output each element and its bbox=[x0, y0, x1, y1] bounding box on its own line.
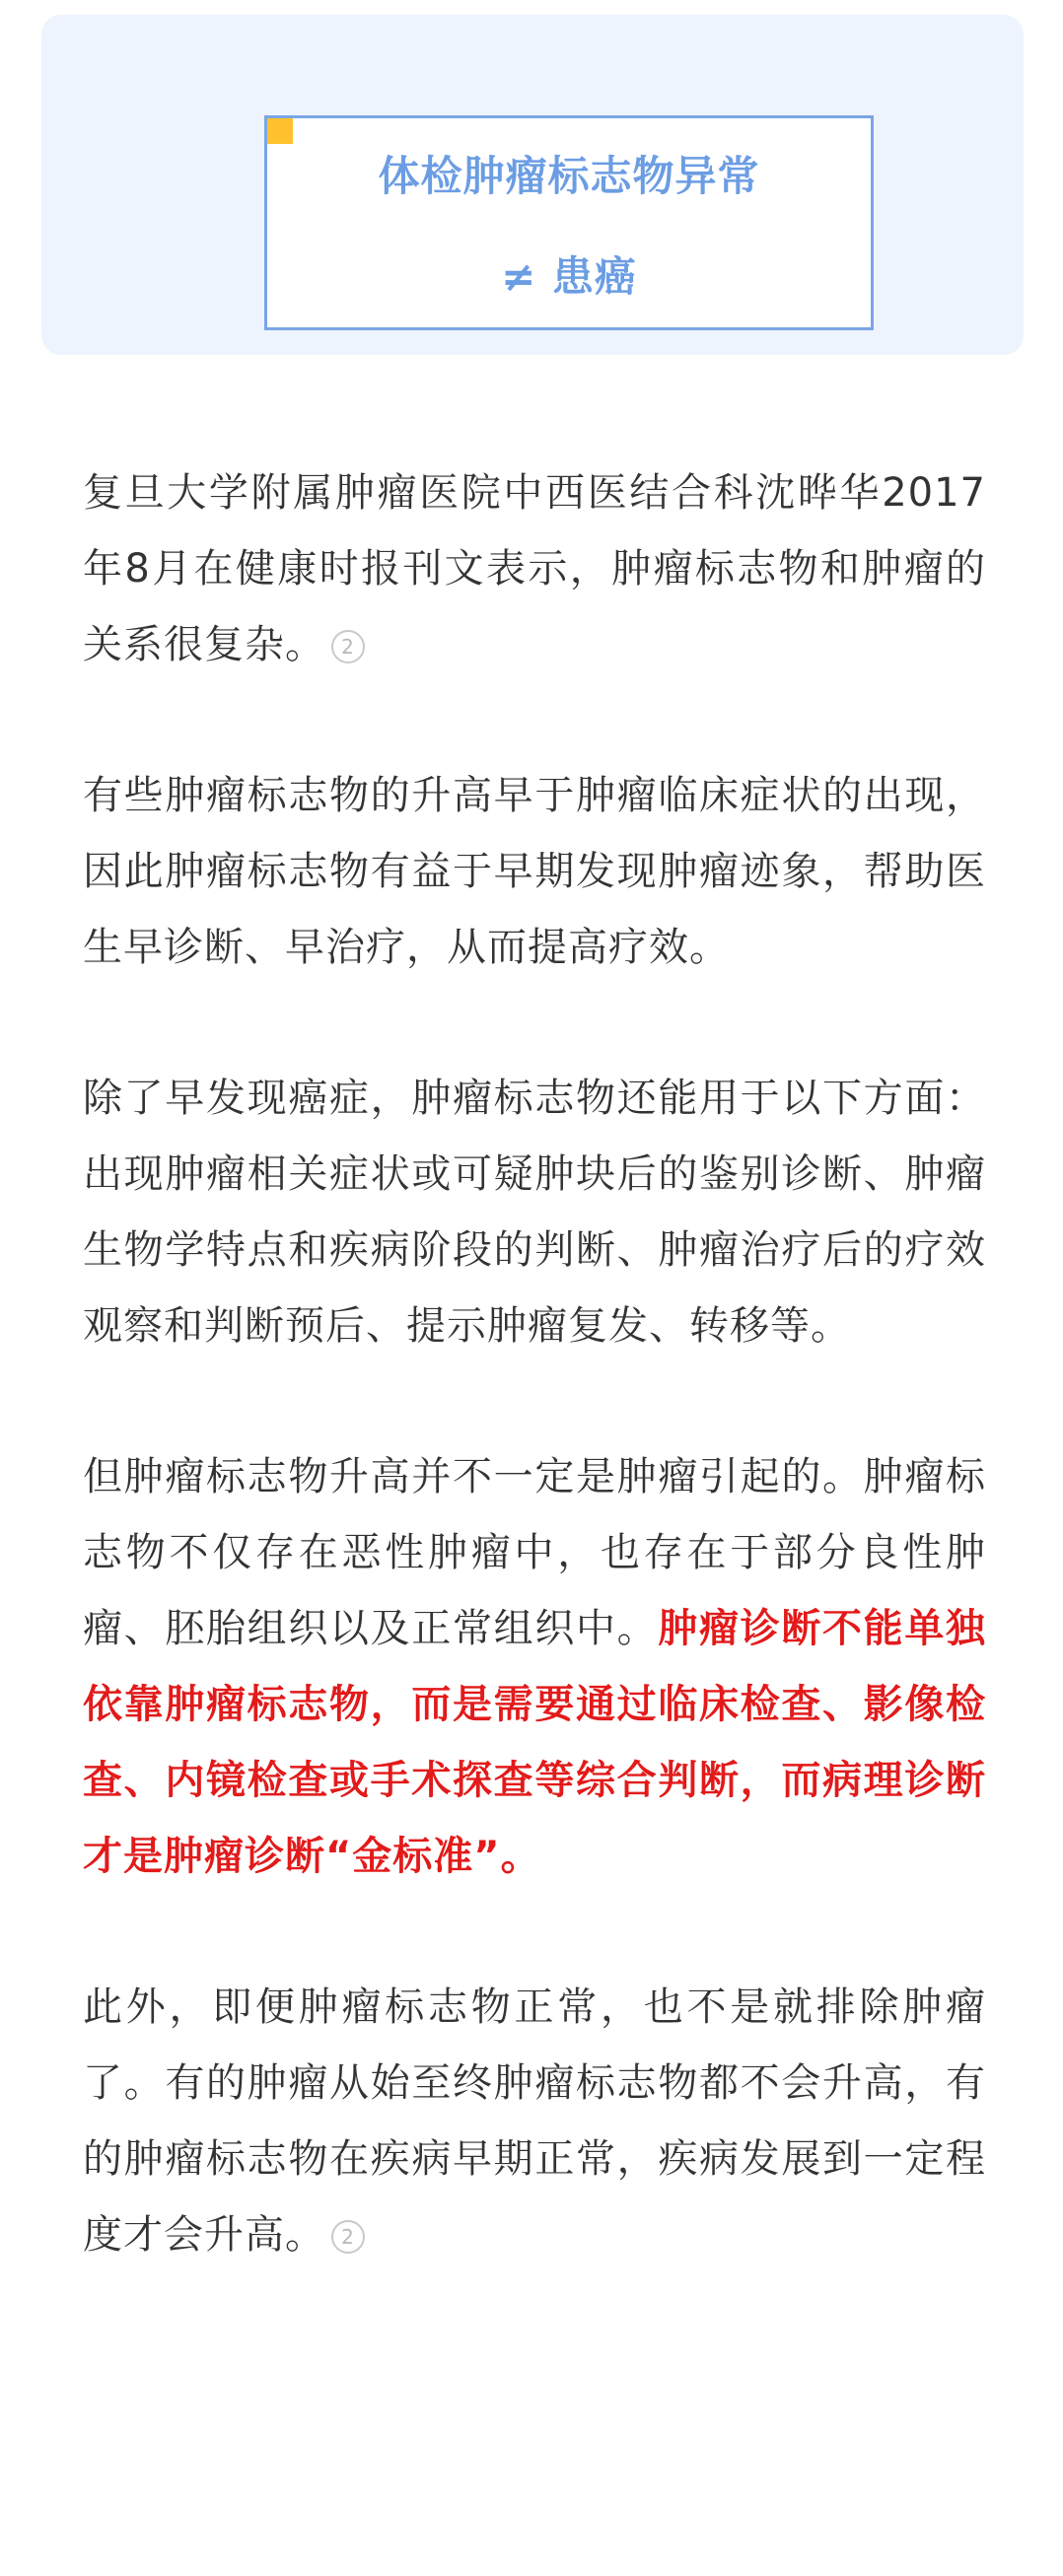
paragraph-4 bbox=[83, 1439, 986, 1895]
corner-accent bbox=[267, 118, 293, 144]
paragraph-3-text: 除了早发现癌症，肿瘤标志物还能用于以下方面：出现肿瘤相关症状或可疑肿块后的鉴别诊断、肿瘤生物学特点和疾病阶段的判断、肿瘤治疗后的疗效观察和判断预后、提示肿瘤复发、转移等。 bbox=[83, 1076, 986, 1349]
article-body bbox=[83, 455, 986, 2273]
title-line-2: ≠ 患癌 bbox=[501, 252, 637, 301]
paragraph-2-text: 有些肿瘤标志物的升高早于肿瘤临床症状的出现，因此肿瘤标志物有益于早期发现肿瘤迹象，帮助医生早诊断、早治疗，从而提高疗效。 bbox=[83, 773, 986, 970]
paragraph-4-emphasis: 肿瘤诊断不能单独依靠肿瘤标志物，而是需要通过临床检查、影像检查、内镜检查或手术探查等综合判断，而病理诊断才是肿瘤诊断“金标准”。 bbox=[83, 1606, 987, 1879]
paragraph-1 bbox=[83, 455, 986, 683]
paragraph-2 bbox=[83, 758, 986, 986]
paragraph-1-text: 复旦大学附属肿瘤医院中西医结合科沈晔华2017年8月在健康时报刊文表示，肿瘤标志物和肿瘤的关系很复杂。 bbox=[83, 470, 986, 667]
paragraph-5 bbox=[83, 1970, 986, 2273]
paragraph-5-text: 此外，即便肿瘤标志物正常，也不是就排除肿瘤了。有的肿瘤从始至终肿瘤标志物都不会升高，有的肿瘤标志物在疾病早期正常，疾病发展到一定程度才会升高。 bbox=[83, 1984, 986, 2258]
citation-marker[interactable]: 2 bbox=[331, 2220, 365, 2254]
paragraph-4-text: 但肿瘤标志物升高并不一定是肿瘤引起的。肿瘤标志物不仅存在恶性肿瘤中，也存在于部分良性肿瘤、胚胎组织以及正常组织中。 bbox=[83, 1454, 986, 1651]
title-card bbox=[264, 115, 874, 330]
citation-marker[interactable]: 2 bbox=[331, 630, 365, 663]
title-line-1: 体检肿瘤标志物异常 bbox=[378, 152, 760, 200]
header-panel bbox=[41, 15, 1024, 355]
paragraph-3 bbox=[83, 1061, 986, 1364]
